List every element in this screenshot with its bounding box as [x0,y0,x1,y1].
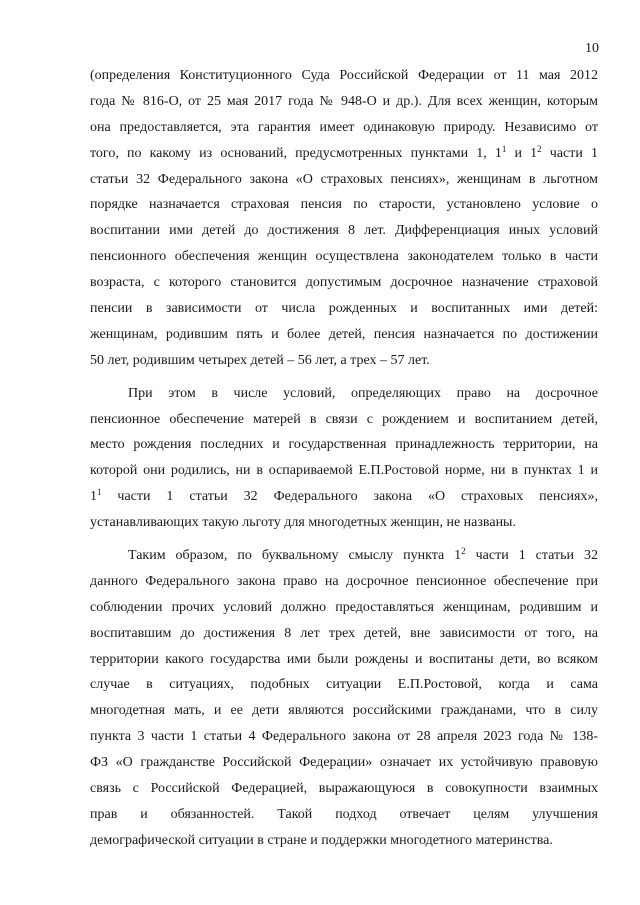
paragraph-gap [90,536,598,543]
text-line: того, по какому из оснований, предусмотренных пунктами 1, $1^1$ и $1^2$ части 1 [90,143,598,161]
text-line: (определения Конституционного Суда Российской Федерации от 11 мая 2012 [90,68,598,83]
text-line: прав и обязанностей. Такой подход отвечает целям улучшения [90,806,598,822]
text-line: пенсионного обеспечения женщин осуществлена законодателем только в части [90,249,598,265]
text-line: статьи 32 Федерального закона «О страховых пенсиях», женщинам в льготном [90,171,598,187]
text-line: территории какого государства ими были рождены и воспитаны дети, во всяком [90,651,598,667]
paragraph [90,381,598,536]
text-line: воспитавшим до достижения 8 лет трех детей, вне зависимости от того, на [90,625,598,641]
text-line: возраста, с которого становится допустимым досрочное назначение страховой [90,275,598,291]
text-line: связь с Российской Федерацией, выражающуюся в совокупности взаимных [90,781,598,797]
text-line: данного Федерального закона право на досрочное пенсионное обеспечение при [90,573,598,589]
text-line: пункта 3 части 1 статьи 4 Федерального закона от 28 апреля 2023 года № 138- [90,729,598,745]
text-line: соблюдении прочих условий должно предоставляться женщинам, родившим и [90,599,598,615]
text-line: ФЗ «О гражданстве Российской Федерации» означает их устойчивую правовую [90,755,598,771]
text-line: пенсионное обеспечение матерей в связи с рождением и воспитанием детей, [90,411,598,427]
text-line: она предоставляется, эта гарантия имеет одинаковую природу. Независимо от [90,119,598,135]
text-line: порядке назначается страховая пенсия по старости, установлено условие о [90,197,598,213]
paragraph-gap [90,374,598,381]
document-body [90,63,598,854]
text-line: многодетная мать, и ее дети являются российскими гражданами, что в силу [90,703,598,719]
text-line: которой они родились, ни в оспариваемой Е.П.Ростовой норме, ни в пунктах 1 и [90,463,598,479]
text-line: $1^1$ части 1 статьи 32 Федерального закона «О страховых пенсиях», [90,487,598,505]
text-line: демографической ситуации в стране и поддержки многодетного материнства. [90,832,553,848]
text-line: При этом в числе условий, определяющих право на досрочное [128,385,598,401]
page-number: 10 [585,41,599,56]
text-line: пенсии в зависимости от числа рожденных и воспитанных ими детей: [90,301,598,317]
text-line: женщинам, родившим пять и более детей, пенсия назначается по достижении [90,326,598,342]
text-line: устанавливающих такую льготу для многодетных женщин, не названы. [90,515,516,531]
text-line: года № 816-О, от 25 мая 2017 года № 948-О и др.). Для всех женщин, которым [90,93,598,109]
text-line: место рождения последних и государственная принадлежность территории, на [90,437,598,453]
superscript: 1 [97,487,102,498]
superscript: 2 [537,143,542,154]
paragraph [90,543,598,854]
superscript: 1 [501,143,507,154]
text-line: Таким образом, по буквальному смыслу пункта $1^2$ части 1 статьи 32 [128,546,598,564]
superscript: 2 [461,546,466,557]
text-line: 50 лет, родившим четырех детей – 56 лет, а трех – 57 лет. [90,352,430,368]
paragraph [90,63,598,374]
text-line: воспитании ими детей до достижения 8 лет. Дифференциация иных условий [90,223,598,239]
text-line: случае в ситуациях, подобных ситуации Е.П.Ростовой, когда и сама [90,677,598,693]
